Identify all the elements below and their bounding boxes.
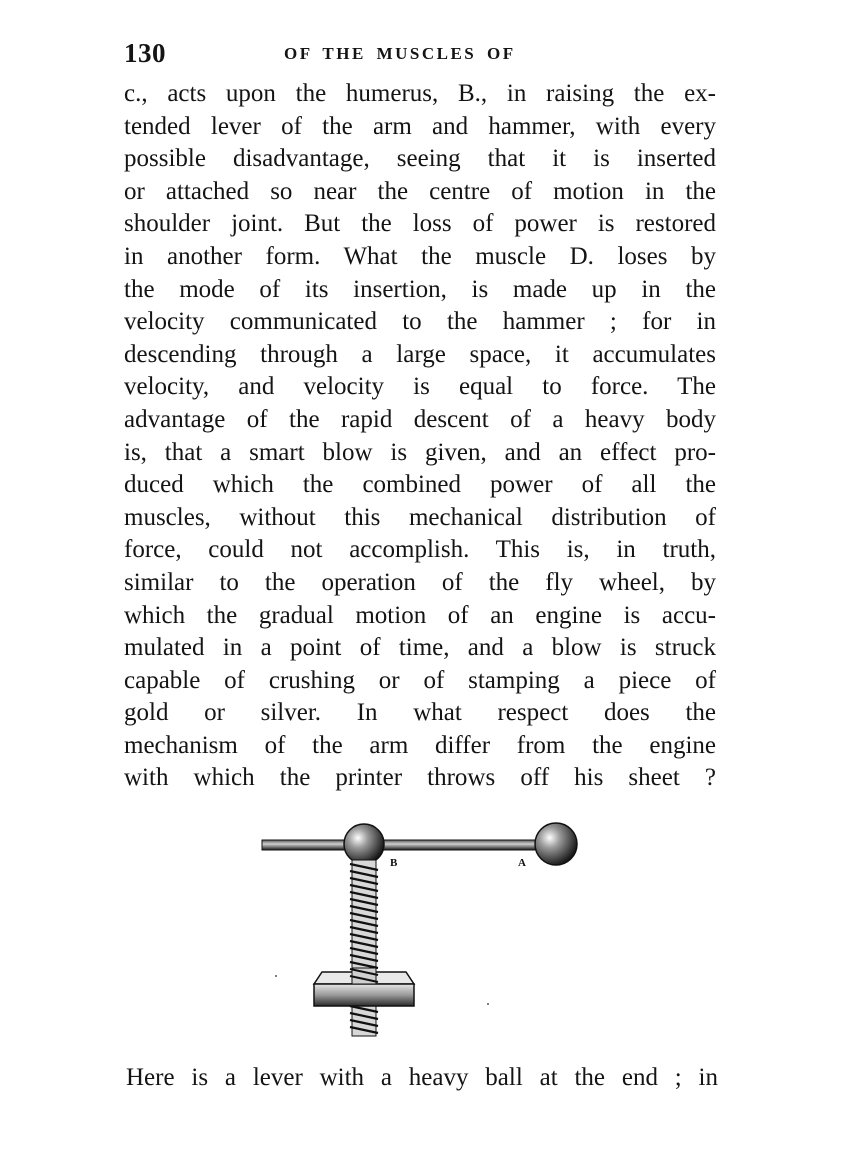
label-b: B xyxy=(390,857,398,869)
text-line: velocity, and velocity is equal to force. The xyxy=(124,373,716,401)
text-line: which the gradual motion of an engine is accu- xyxy=(124,601,716,629)
text-line: force, could not accomplish. This is, in truth, xyxy=(124,536,716,564)
text-line: velocity communicated to the hammer ; for in xyxy=(124,308,716,336)
lever-screw-illustration xyxy=(256,816,596,1046)
text-line: advantage of the rapid descent of a heavy body xyxy=(124,405,716,433)
text-line: or attached so near the centre of motion in the xyxy=(124,177,716,205)
text-line: mechanism of the arm differ from the engine xyxy=(124,731,716,759)
text-line: gold or silver. In what respect does the xyxy=(124,699,716,727)
text-line: muscles, without this mechanical distribution of xyxy=(124,503,716,531)
heavy-ball xyxy=(535,823,577,865)
nut-block xyxy=(314,968,414,1006)
running-head: OF THE MUSCLES OF xyxy=(284,44,516,63)
text-line: capable of crushing or of stamping a piece of xyxy=(124,666,716,694)
text-line: the mode of its insertion, is made up in the xyxy=(124,275,716,303)
text-line: tended lever of the arm and hammer, with every xyxy=(124,112,716,140)
body-paragraph xyxy=(124,78,716,795)
lever-screw-drawing xyxy=(256,816,596,1046)
text-line: with which the printer throws off his sheet ? xyxy=(124,764,716,792)
text-line: duced which the combined power of all the xyxy=(124,471,716,499)
lever-rod xyxy=(262,840,552,850)
text-line: shoulder joint. But the loss of power is restored xyxy=(124,210,716,238)
screw-shaft xyxy=(350,860,378,1036)
page-number: 130 xyxy=(124,38,166,68)
text-line: descending through a large space, it accumulates xyxy=(124,340,716,368)
text-line: mulated in a point of time, and a blow is struck xyxy=(124,634,716,662)
page-header xyxy=(124,38,724,72)
continuation-line: Here is a lever with a heavy ball at the end ; in xyxy=(126,1064,718,1091)
text-line: is, that a smart blow is given, and an effect pro- xyxy=(124,438,716,466)
text-line: possible disadvantage, seeing that it is inserted xyxy=(124,145,716,173)
label-a: A xyxy=(518,857,526,869)
text-line: similar to the operation of the fly wheel, by xyxy=(124,568,716,596)
text-line: c., acts upon the humerus, B., in raising the ex- xyxy=(124,80,716,107)
text-line: in another form. What the muscle D. loses by xyxy=(124,242,716,270)
pivot-ball xyxy=(344,824,384,864)
